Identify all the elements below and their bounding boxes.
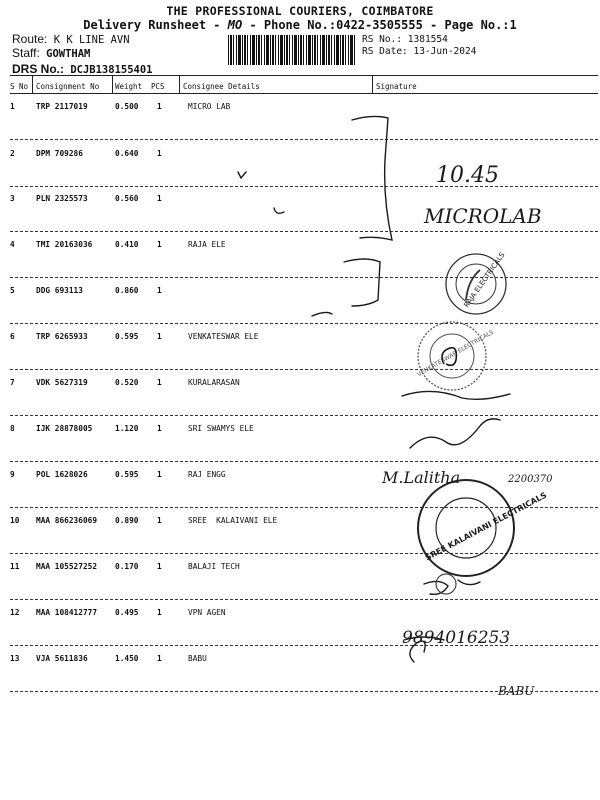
row-6-consignee: VENKATESWAR ELE	[188, 332, 259, 341]
row-12-pcs: 1	[157, 608, 162, 617]
rs-no-label: RS No.:	[362, 34, 403, 45]
row-3-pcs: 1	[157, 194, 162, 203]
row-4-weight: 0.410	[115, 240, 139, 249]
row-4-consignment: TMI 20163036	[36, 240, 93, 249]
row-7-weight: 0.520	[115, 378, 139, 387]
row-1-consignee: MICRO LAB	[188, 102, 231, 111]
handwritten-phone-1: 2200370	[508, 474, 553, 485]
col-header-sno: S No	[10, 82, 29, 91]
row-8-consignee: SRI SWAMYS ELE	[188, 424, 254, 433]
row-4-consignee: RAJA ELE	[188, 240, 226, 249]
row-9-weight: 0.595	[115, 470, 139, 479]
row-3-weight: 0.560	[115, 194, 139, 203]
bracket-mark-1	[352, 116, 392, 240]
subtitle-prefix: Delivery Runsheet -	[83, 18, 228, 32]
row7-scrawl	[402, 391, 510, 399]
row-11-sno: 11	[10, 562, 20, 571]
row-11-consignment: MAA 105527252	[36, 562, 98, 571]
row-7-sno: 7	[10, 378, 15, 387]
row-13-consignee: BABU	[188, 654, 207, 663]
row-10-weight: 0.890	[115, 516, 139, 525]
row-4-pcs: 1	[157, 240, 162, 249]
kalaivani-stamp	[418, 480, 514, 576]
checkmark-row2	[238, 172, 246, 178]
handwritten-time: 10.45	[436, 163, 499, 188]
row-9-pcs: 1	[157, 470, 162, 479]
row-13-weight: 1.450	[115, 654, 139, 663]
row-12-weight: 0.495	[115, 608, 139, 617]
tick-row3	[274, 208, 284, 213]
col-header-weight: Weight	[115, 82, 143, 91]
row-3-consignment: PLN 2325573	[36, 194, 88, 203]
row-12-sno: 12	[10, 608, 20, 617]
row-4-sno: 4	[10, 240, 15, 249]
row-12-consignment: MAA 108412777	[36, 608, 98, 617]
row-8-weight: 1.120	[115, 424, 139, 433]
kalaivani-stamp-text: SREE KALAIVANI ELECTRICALS	[423, 490, 549, 563]
route-value: K K LINE AVN	[53, 34, 130, 46]
row-13-sno: 13	[10, 654, 20, 663]
row-13-pcs: 1	[157, 654, 162, 663]
row-6-consignment: TRP 6265933	[36, 332, 88, 341]
row-7-pcs: 1	[157, 378, 162, 387]
row-2-weight: 0.640	[115, 149, 139, 158]
row-5-consignment: DDG 693113	[36, 286, 83, 295]
handwritten-phone-2: 9894016253	[402, 628, 511, 648]
row-8-sno: 8	[10, 424, 15, 433]
drs-value: DCJB138155401	[70, 64, 153, 76]
col-header-pcs: PCS	[151, 82, 165, 91]
rs-no-value: 1381554	[407, 34, 448, 45]
row-8-consignment: IJK 28878005	[36, 424, 93, 433]
row-10-consignment: MAA 866236069	[36, 516, 98, 525]
drs-label: DRS No.:	[12, 62, 64, 76]
col-header-consignment: Consignment No	[36, 82, 100, 91]
row-6-weight: 0.595	[115, 332, 139, 341]
row-2-sno: 2	[10, 149, 15, 158]
venkateswar-stamp-text: VENKATESWAR ELECTRICALS	[416, 328, 495, 379]
row-6-pcs: 1	[157, 332, 162, 341]
row-11-weight: 0.170	[115, 562, 139, 571]
bracket-mark-2	[344, 259, 380, 306]
dash-row5	[312, 312, 332, 316]
row-2-pcs: 1	[157, 149, 162, 158]
row-1-pcs: 1	[157, 102, 162, 111]
col-header-signature: Signature	[376, 82, 417, 91]
row-9-consignment: POL 1628026	[36, 470, 88, 479]
col-header-consignee: Consignee Details	[183, 82, 260, 91]
row-1-consignment: TRP 2117019	[36, 102, 88, 111]
handwritten-babu: BABU	[498, 684, 535, 698]
company-title: THE PROFESSIONAL COURIERS, COIMBATORE	[166, 4, 434, 18]
rs-date-label: RS Date:	[362, 46, 408, 57]
row-1-weight: 0.500	[115, 102, 139, 111]
row-11-pcs: 1	[157, 562, 162, 571]
row-12-consignee: VPN AGEN	[188, 608, 226, 617]
raja-stamp-text: RAJA ELECTRICALS	[462, 251, 507, 309]
row-5-pcs: 1	[157, 286, 162, 295]
row-2-consignment: DPM 709286	[36, 149, 83, 158]
subtitle-branch: MO	[227, 18, 243, 32]
row-5-weight: 0.860	[115, 286, 139, 295]
row-6-sno: 6	[10, 332, 15, 341]
row8-scrawl	[410, 419, 500, 448]
row-5-sno: 5	[10, 286, 15, 295]
row-7-consignment: VDK 5627319	[36, 378, 88, 387]
staff-value: GOWTHAM	[46, 48, 91, 60]
row-1-sno: 1	[10, 102, 15, 111]
row-3-sno: 3	[10, 194, 15, 203]
row-10-pcs: 1	[157, 516, 162, 525]
row-8-pcs: 1	[157, 424, 162, 433]
handwritten-microlab: MICROLAB	[424, 204, 542, 228]
rs-date-value: 13-Jun-2024	[413, 46, 477, 57]
row-10-consignee: SREE KALAIVANI ELE	[188, 516, 278, 525]
subtitle-suffix: - Phone No.:0422-3505555 - Page No.:1	[242, 18, 517, 32]
row-9-consignee: RAJ ENGG	[188, 470, 226, 479]
route-label: Route:	[12, 32, 48, 46]
row-7-consignee: KURALARASAN	[188, 378, 240, 387]
row-9-sno: 9	[10, 470, 15, 479]
row-10-sno: 10	[10, 516, 20, 525]
handwritten-lalitha: M.Lalitha	[382, 468, 461, 487]
row-11-consignee: BALAJI TECH	[188, 562, 240, 571]
staff-label: Staff:	[12, 46, 40, 60]
row-13-consignment: VJA 5611836	[36, 654, 88, 663]
